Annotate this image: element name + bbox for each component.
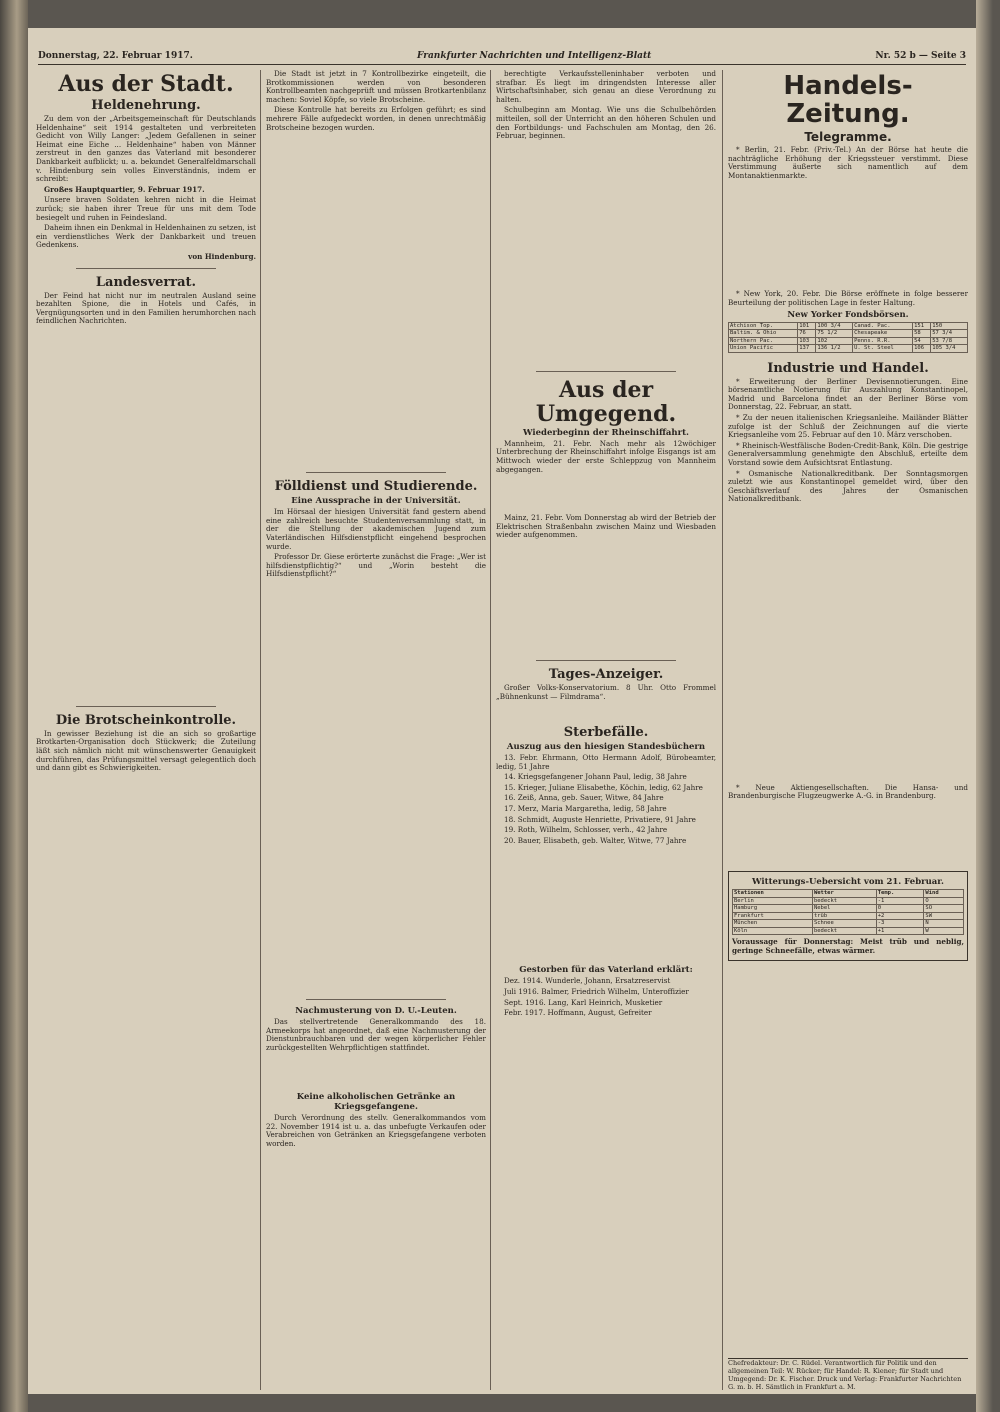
table-cell: München [733, 920, 813, 928]
table-row [729, 322, 968, 330]
table-cell: 0 [876, 905, 924, 913]
table-cell: 103 [798, 337, 816, 345]
article-paragraph: Durch Verordnung des stellv. Generalkommandos vom 22. November 1914 ist u. a. das unbefugte Verkaufen oder Verabreichen von Getränken an Kriegsgefangene verboten worden. [266, 1113, 486, 1149]
article-paragraph: Zu dem von der „Arbeitsgemeinschaft für Deutschlands Heldenhaine“ seit 1914 gestalteten und verbreiteten Gedicht von Willy Langer: „Jedem Gefallenen in seiner Heimat eine Eiche ... Heldenhaine“ haben von Männer zerstreut in den ganzes das Vaterland mit besonderer Dankbarkeit aufblickt; u. a. bekundet Generalfeldmarschall v. Hindenburg sein volles Einverständnis, indem er schreibt: [36, 114, 256, 184]
section-title-tagesanzeiger: Tages-Anzeiger. [548, 666, 664, 682]
column-2 [266, 70, 486, 1390]
article-dateline: Großes Hauptquartier, 9. Februar 1917. [44, 184, 205, 194]
column-4-handel [728, 70, 968, 1350]
article-title-landesverrat: Landesverrat. [95, 274, 197, 290]
divider [76, 268, 216, 269]
header-page-number: Nr. 52 b — Seite 3 [875, 51, 966, 61]
weather-forecast: Voraussage für Donnerstag: Meist trüb und neblig, geringe Schneefälle, etwas wärmer. [732, 937, 964, 955]
weather-table [732, 889, 964, 935]
list-item: Juli 1916. Balmer, Friedrich Wilhelm, Unteroffizier [504, 987, 689, 997]
table-cell: 106 [913, 345, 931, 353]
article-paragraph: Mannheim, 21. Febr. Nach mehr als 12wöchiger Unterbrechung der Rheinschiffahrt infolge Eisgangs ist am Mittwoch wieder der erste Schleppzug von Mannheim abgegangen. [496, 438, 716, 474]
table-cell: 58 [913, 330, 931, 338]
table-row [733, 912, 964, 920]
table-cell: 57 3/4 [931, 330, 968, 338]
list-item: 14. Kriegsgefangener Johann Paul, ledig, 38 Jahre [504, 772, 687, 782]
article-paragraph: Der Feind hat nicht nur im neutralen Ausland seine bezahlten Spione, die in Hotels und Cafés, in Vergnügungsorten und in den Familien herumhorchen nach feindlichen Nachrichten. [36, 290, 256, 326]
article-paragraph: Die Stadt ist jetzt in 7 Kontrollbezirke eingeteilt, die Brotkommissionen werden von besonderen Kontrollbeamten nachgeprüft und müssen Brotkartenbilanz machen: Soviel Köpfe, so viele Brotscheine. [266, 70, 486, 104]
table-row [729, 330, 968, 338]
section-title-umgegend: Aus der Umgegend. [535, 376, 677, 427]
fallen-list [496, 977, 716, 1017]
listing-paragraph: Großer Volks-Konservatorium. 8 Uhr. Otto Frommel „Bühnenkunst — Filmdrama“. [496, 682, 716, 701]
table-cell: U. St. Steel [853, 345, 913, 353]
table-cell: O [924, 897, 964, 905]
table-row [729, 337, 968, 345]
article-paragraph: * New York, 20. Febr. Die Börse eröffnete in folge besserer Beurteilung der politischen Lage in fester Haltung. [728, 289, 968, 307]
article-paragraph: Unsere braven Soldaten kehren nicht in die Heimat zurück; sie haben ihrer Treue für uns mit dem Tode besiegelt und ruhen in Feindesland. [36, 195, 256, 222]
article-paragraph: Daheim ihnen ein Denkmal in Heldenhainen zu setzen, ist ein verdienstliches Werk der Dankbarkeit und treuen Gedenkens. [36, 223, 256, 250]
table-cell: Atchison Top. [729, 322, 798, 330]
table-header: Stationen [733, 890, 813, 898]
table-cell: 105 3/4 [931, 345, 968, 353]
column-1 [36, 70, 256, 1390]
table-cell: 53 7/8 [931, 337, 968, 345]
section-title-industrie: Industrie und Handel. [767, 360, 929, 376]
weather-title: Witterungs-Uebersicht vom 21. Februar. [752, 877, 944, 888]
list-item: 18. Schmidt, Auguste Henriette, Privatiere, 91 Jahre [504, 814, 696, 824]
weather-box [728, 871, 968, 961]
list-item: 15. Krieger, Juliane Elisabethe, Köchin, ledig, 62 Jahre [504, 782, 703, 792]
table-cell: +1 [876, 927, 924, 935]
section-title-handels-zeitung: Handels-Zeitung. [783, 71, 913, 129]
table-cell: Union Pacific [729, 345, 798, 353]
section-title-stadt: Aus der Stadt. [58, 71, 234, 97]
table-cell: SW [924, 912, 964, 920]
divider [536, 660, 676, 661]
table-cell: 75 1/2 [816, 330, 853, 338]
article-subtitle: Eine Aussprache in der Universität. [291, 496, 461, 507]
article-paragraph: * Neue Aktiengesellschaften. Die Hansa- und Brandenburgische Flugzeugwerke A.-G. in Brandenburg. [728, 782, 968, 801]
column-rule [722, 70, 723, 1390]
table-cell: Nebel [812, 905, 876, 913]
table-cell: -3 [876, 920, 924, 928]
table-cell: Baltim. & Ohio [729, 330, 798, 338]
page-header [38, 48, 966, 65]
table-cell: Canad. Pac. [853, 322, 913, 330]
table-cell: 150 [931, 322, 968, 330]
divider [76, 706, 216, 707]
column-3 [496, 70, 716, 1390]
article-paragraph: * Zu der neuen italienischen Kriegsanleihe. Mailänder Blätter zufolge ist der Schluß der Zeichnungen auf die vierte Kriegsanleihe vom 25. Februar auf den 10. März verschoben. [728, 412, 968, 440]
table-cell: Köln [733, 927, 813, 935]
table-cell: Northern Pac. [729, 337, 798, 345]
table-header: Temp. [876, 890, 924, 898]
list-item: Febr. 1917. Hoffmann, August, Gefreiter [504, 1008, 652, 1018]
table-cell: trüb [812, 912, 876, 920]
table-header: Wetter [812, 890, 876, 898]
fonds-table [728, 322, 968, 353]
fallen-title: Gestorben für das Vaterland erklärt: [519, 965, 693, 976]
article-paragraph: * Rheinisch-Westfälische Boden-Credit-Bank, Köln. Die gestrige Generalversammlung genehmigte den Abschluß, erteilte dem Vorstand sowie dem Aufsichtsrat Entlastung. [728, 440, 968, 467]
list-item: 20. Bauer, Elisabeth, geb. Walter, Witwe, 77 Jahre [504, 835, 687, 845]
table-cell: W [924, 927, 964, 935]
table-cell: Penns. R.R. [853, 337, 913, 345]
article-paragraph: * Osmanische Nationalkreditbank. Der Sonntagsmorgen zuletzt wie aus Konstantinopel gemeldet wird, über den Geschäftsverlauf des Jahres der Osmanischen Nationalkreditbank. [728, 468, 968, 504]
divider [536, 371, 676, 372]
sterbefaelle-subtitle: Auszug aus den hiesigen Standesbüchern [506, 742, 706, 753]
list-item: 16. Zeiß, Anna, geb. Sauer, Witwe, 84 Jahre [504, 793, 664, 803]
table-row [733, 905, 964, 913]
table-cell: 102 [816, 337, 853, 345]
list-item: 13. Febr. Ehrmann, Otto Hermann Adolf, Bürobeamter, ledig, 51 Jahre [496, 753, 716, 771]
table-cell: 100 3/4 [816, 322, 853, 330]
table-cell: 54 [913, 337, 931, 345]
header-paper-name: Frankfurter Nachrichten und Intelligenz-Blatt [416, 51, 652, 61]
column-rule [260, 70, 261, 1390]
article-title-nachmusterung: Nachmusterung von D. U.-Leuten. [295, 1005, 457, 1016]
table-cell: bedeckt [812, 927, 876, 935]
signature: von Hindenburg. [188, 251, 256, 261]
section-title-sterbefaelle: Sterbefälle. [563, 725, 649, 741]
header-date: Donnerstag, 22. Februar 1917. [38, 51, 193, 61]
article-paragraph: Schulbeginn am Montag. Wie uns die Schulbehörden mitteilen, soll der Unterricht an den höheren Schulen und den Fortbildungs- und Fachschulen am Montag, den 26. Februar, beginnen. [496, 105, 716, 141]
divider [306, 472, 446, 473]
article-paragraph: Das stellvertretende Generalkommando des 18. Armeekorps hat angeordnet, daß eine Nachmusterung der Dienstunbrauchbaren und der wegen körperlicher Fehler zurückgestellten Wehrpflichtigen stattfindet. [266, 1016, 486, 1052]
table-cell: bedeckt [812, 897, 876, 905]
table-cell: +2 [876, 912, 924, 920]
table-cell: Hamburg [733, 905, 813, 913]
article-paragraph: * Erweiterung der Berliner Devisennotierungen. Eine börsenamtliche Notierung für Auszahlung Konstantinopel, Madrid und Barcelona findet an der Berliner Börse vom Donnerstag, 22. Februar, an statt. [728, 376, 968, 412]
article-title-heldenehrung: Heldenehrung. [91, 98, 201, 113]
article-paragraph: berechtigte Verkaufsstelleninhaber verboten und strafbar. Es liegt im dringendsten Interesse aller Wirtschaftsinhaber, sich genau an diese Verordnung zu halten. [496, 70, 716, 104]
list-item: 19. Roth, Wilhelm, Schlosser, verh., 42 Jahre [504, 825, 668, 835]
table-header: Wind [924, 890, 964, 898]
table-cell: Chesapeake [853, 330, 913, 338]
newspaper-page [28, 28, 976, 1394]
table-row [733, 920, 964, 928]
article-paragraph: Diese Kontrolle hat bereits zu Erfolgen geführt; es sind mehrere Fälle aufgedeckt worden, in denen unrechtmäßig Brotscheine bezogen wurden. [266, 105, 486, 132]
table-cell: SO [924, 905, 964, 913]
table-row [729, 345, 968, 353]
article-title-brotscheinkontrolle: Die Brotscheinkontrolle. [55, 712, 237, 728]
table-cell: 76 [798, 330, 816, 338]
table-cell: Frankfurt [733, 912, 813, 920]
article-paragraph: Mainz, 21. Febr. Vom Donnerstag ab wird der Betrieb der Elektrischen Straßenbahn zwischen Mainz und Wiesbaden wieder aufgenommen. [496, 513, 716, 540]
fonds-table-title: New Yorker Fondsbörsen. [787, 309, 909, 320]
article-paragraph: In gewisser Beziehung ist die an sich so großartige Brotkarten-Organisation doch Stückwerk; die Zuteilung läßt sich nämlich nicht mit wünschenswerter Genauigkeit durchführen, das Prüfungsmittel versagt gelegentlich doch und dann gibt es Schwierigkeiten. [36, 728, 256, 773]
list-item: Dez. 1914. Wunderle, Johann, Ersatzreservist [504, 976, 671, 986]
section-subtitle: Wiederbeginn der Rheinschiffahrt. [523, 427, 689, 438]
death-list [496, 754, 716, 845]
table-header-row [733, 890, 964, 898]
table-cell: 101 [798, 322, 816, 330]
section-subtitle-telegramme: Telegramme. [804, 130, 892, 144]
table-row [733, 927, 964, 935]
column-rule [490, 70, 491, 1390]
table-cell: Schnee [812, 920, 876, 928]
table-cell: 136 1/2 [816, 345, 853, 353]
article-paragraph: * Berlin, 21. Febr. (Priv.-Tel.) An der Börse hat heute die nachträgliche Erhöhung der Kriegssteuer verstimmt. Diese Verstimmung äußerte sich namentlich auf dem Montanaktienmarkte. [728, 145, 968, 180]
adjacent-page-edge [0, 0, 28, 1412]
article-paragraph: Professor Dr. Giese erörterte zunächst die Frage: „Wer ist hilfsdienstpflichtig?“ und „Worin besteht die Hilfsdienstpflicht?“ [266, 552, 486, 579]
article-title-hilfsdienst: Fölldienst und Studierende. [274, 479, 478, 495]
article-title-getraenke: Keine alkoholischen Getränke an Kriegsgefangene. [296, 1092, 456, 1113]
table-cell: 151 [913, 322, 931, 330]
article-paragraph: Im Hörsaal der hiesigen Universität fand gestern abend eine zahlreich besuchte Studentenversammlung statt, in der die Stellung der akademischen Jugend zum Vaterländischen Hilfsdienstpflicht eingehend besprochen wurde. [266, 507, 486, 551]
table-cell: -1 [876, 897, 924, 905]
divider [306, 999, 446, 1000]
imprint: Chefredakteur: Dr. C. Rüdel. Verantwortlich für Politik und den allgemeinen Teil: W. Rücker; für Handel: R. Kiener; für Stadt und Umgegend: Dr. K. Fischer. Druck und Verlag: Frankfurter Nachrichten G. m. b. H. Sämtlich in Frankfurt a. M. [728, 1358, 968, 1391]
binding-edge [976, 0, 1000, 1412]
table-cell: 137 [798, 345, 816, 353]
table-cell: N [924, 920, 964, 928]
table-row [733, 897, 964, 905]
table-cell: Berlin [733, 897, 813, 905]
list-item: 17. Merz, Maria Margaretha, ledig, 58 Jahre [504, 804, 667, 814]
list-item: Sept. 1916. Lang, Karl Heinrich, Musketier [504, 997, 663, 1007]
